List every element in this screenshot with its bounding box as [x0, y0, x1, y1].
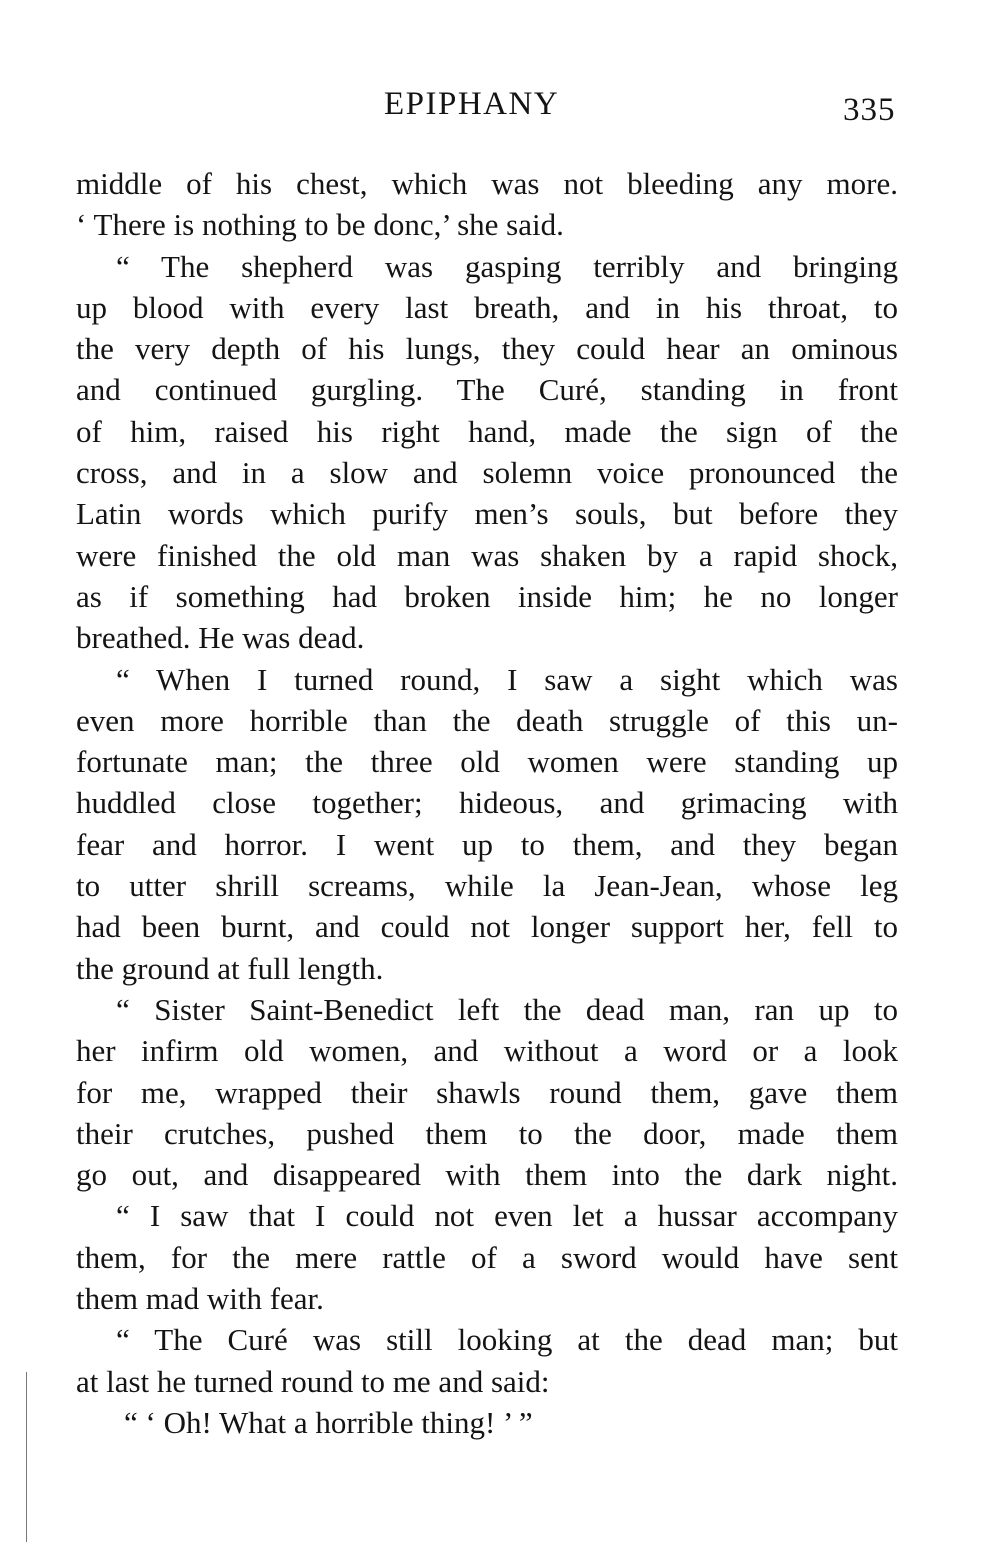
- text-line: at last he turned round to me and said:: [76, 1363, 550, 1399]
- text-line: “ Sister Saint-Benedict left the dead man, ran up to: [116, 991, 898, 1027]
- text-line: “ The Curé was still looking at the dead man; but: [116, 1322, 898, 1358]
- text-line: of him, raised his right hand, made the sign of the: [76, 413, 898, 449]
- text-line: to utter shrill screams, while la Jean-Jean, whose leg: [76, 868, 898, 904]
- body-text: [76, 163, 898, 1443]
- text-line: them mad with fear.: [76, 1281, 324, 1317]
- running-title: EPIPHANY: [384, 86, 560, 122]
- text-line: up blood with every last breath, and in his throat, to: [76, 289, 898, 325]
- text-line: go out, and disappeared with them into the dark night.: [76, 1157, 898, 1193]
- text-line: middle of his chest, which was not bleeding any more.: [76, 166, 898, 201]
- text-line: “ When I turned round, I saw a sight which was: [116, 661, 898, 697]
- text-line: fear and horror. I went up to them, and they began: [76, 826, 898, 862]
- text-line: Latin words which purify men’s souls, but before they: [76, 496, 898, 532]
- text-line: as if something had broken inside him; he no longer: [76, 578, 898, 614]
- text-line: their crutches, pushed them to the door, made them: [76, 1115, 898, 1151]
- text-line: cross, and in a slow and solemn voice pronounced the: [76, 455, 898, 491]
- text-line: “ ‘ Oh! What a horrible thing! ’ ”: [124, 1404, 533, 1440]
- text-line: had been burnt, and could not longer support her, fell to: [76, 909, 898, 945]
- text-line: breathed. He was dead.: [76, 620, 365, 656]
- text-line: the very depth of his lungs, they could hear an ominous: [76, 331, 898, 367]
- text-line: for me, wrapped their shawls round them, gave them: [76, 1074, 898, 1110]
- page-number: 335: [843, 92, 896, 128]
- text-line: “ I saw that I could not even let a hussar accompany: [116, 1198, 898, 1234]
- text-line: her infirm old women, and without a word or a look: [76, 1033, 898, 1069]
- text-line: huddled close together; hideous, and grimacing with: [76, 785, 898, 821]
- text-line: the ground at full length.: [76, 950, 384, 986]
- text-line: fortunate man; the three old women were standing up: [76, 744, 898, 780]
- text-line: and continued gurgling. The Curé, standing in front: [76, 372, 898, 408]
- scan-margin-line: [26, 1372, 27, 1542]
- text-line: even more horrible than the death struggle of this un-: [76, 702, 898, 738]
- text-line: “ The shepherd was gasping terribly and bringing: [116, 248, 898, 284]
- text-line: them, for the mere rattle of a sword would have sent: [76, 1239, 898, 1275]
- text-line: ‘ There is nothing to be donc,’ she said.: [76, 207, 564, 243]
- running-head: [0, 86, 1000, 134]
- text-line: were finished the old man was shaken by a rapid shock,: [76, 537, 898, 573]
